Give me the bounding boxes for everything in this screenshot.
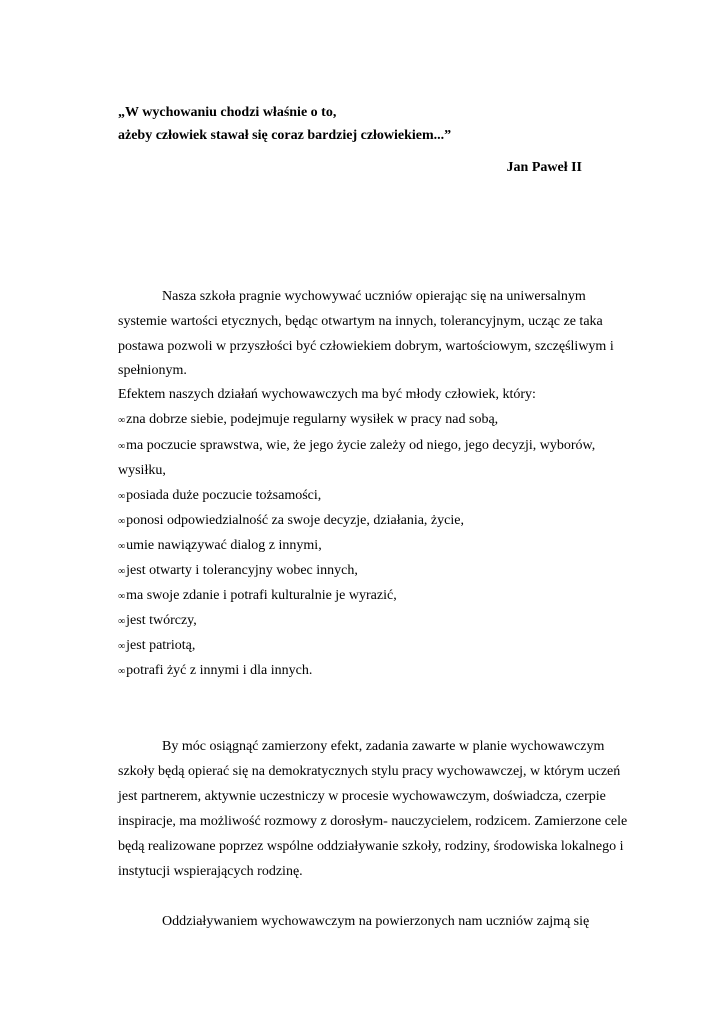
list-item: ∞umie nawiązywać dialog z innymi, [118,538,322,553]
list-item: ∞ma poczucie sprawstwa, wie, że jego życie zależy od niego, jego decyzji, wyborów, [118,438,596,453]
list-item: ∞jest patriotą, [118,638,196,653]
infinity-bullet-icon: ∞ [118,541,126,552]
paragraph-2-line-5: będą realizowane poprzez wspólne oddziaływanie szkoły, rodziny, środowiska lokalnego i [118,839,624,854]
infinity-bullet-icon: ∞ [118,641,126,652]
infinity-bullet-icon: ∞ [118,591,126,602]
motto-quote [118,101,451,147]
infinity-bullet-icon: ∞ [118,616,126,627]
list-item-continuation: wysiłku, [118,463,166,478]
quote-author: Jan Paweł II [506,160,582,175]
infinity-bullet-icon: ∞ [118,516,126,527]
quote-line-1: „W wychowaniu chodzi właśnie o to, [118,105,337,120]
quote-line-2: ażeby człowiek stawał się coraz bardziej człowiekiem...” [118,128,452,143]
paragraph-1-line-5: Efektem naszych działań wychowawczych ma być młody człowiek, który: [118,387,536,402]
infinity-bullet-icon: ∞ [118,666,126,677]
list-item: ∞jest otwarty i tolerancyjny wobec innych, [118,563,358,578]
infinity-bullet-icon: ∞ [118,491,126,502]
list-item: ∞ponosi odpowiedzialność za swoje decyzje, działania, życie, [118,513,464,528]
paragraph-1-line-4: spełnionym. [118,363,187,378]
paragraph-2-line-1: By móc osiągnąć zamierzony efekt, zadania zawarte w planie wychowawczym [162,739,605,754]
list-item: ∞jest twórczy, [118,613,197,628]
list-item: ∞ma swoje zdanie i potrafi kulturalnie je wyrazić, [118,588,397,603]
paragraph-1-line-2: systemie wartości etycznych, będąc otwartym na innych, tolerancyjnym, ucząc ze taka [118,314,603,329]
list-item: ∞posiada duże poczucie tożsamości, [118,488,322,503]
infinity-bullet-icon: ∞ [118,441,126,452]
paragraph-2-line-6: instytucji wspierających rodzinę. [118,864,303,879]
paragraph-3-line-1: Oddziaływaniem wychowawczym na powierzonych nam uczniów zajmą się [162,914,590,929]
paragraph-2-line-2: szkoły będą opierać się na demokratycznych stylu pracy wychowawczej, w którym uczeń [118,764,621,779]
infinity-bullet-icon: ∞ [118,566,126,577]
list-item: ∞zna dobrze siebie, podejmuje regularny wysiłek w pracy nad sobą, [118,412,499,427]
paragraph-1-line-3: postawa pozwoli w przyszłości być człowiekiem dobrym, wartościowym, szczęśliwym i [118,339,614,354]
paragraph-1-line-1: Nasza szkoła pragnie wychowywać uczniów opierając się na uniwersalnym [162,289,586,304]
paragraph-2-line-4: inspiracje, ma możliwość rozmowy z dorosłym- nauczycielem, rodzicem. Zamierzone cele [118,814,628,829]
list-item: ∞potrafi żyć z innymi i dla innych. [118,663,313,678]
infinity-bullet-icon: ∞ [118,415,126,426]
paragraph-2-line-3: jest partnerem, aktywnie uczestniczy w procesie wychowawczym, doświadcza, czerpie [118,789,606,804]
